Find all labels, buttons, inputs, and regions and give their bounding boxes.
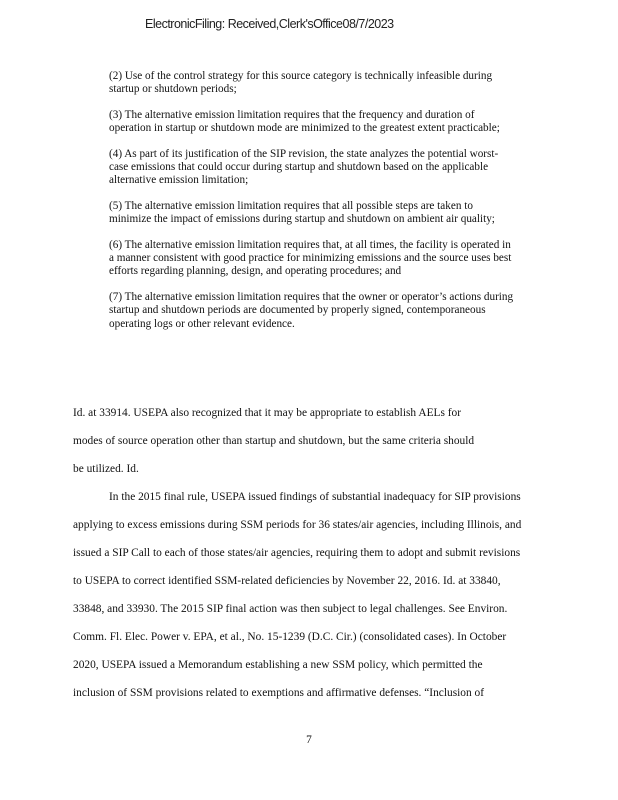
criterion-7: (7) The alternative emission limitation requires that the owner or operator’s actions during startup and shutdown periods are documented by properly signed, contemporaneous operating logs or other relevant evidence.	[109, 290, 514, 330]
body-line: In the 2015 final rule, USEPA issued findings of substantial inadequacy for SIP provisions	[109, 491, 521, 503]
body-line: modes of source operation other than startup and shutdown, but the same criteria should	[73, 435, 475, 447]
body-line: applying to excess emissions during SSM periods for 36 states/air agencies, including Illinois, and	[73, 519, 522, 531]
body-line: inclusion of SSM provisions related to exemptions and affirmative defenses. “Inclusion of	[73, 687, 485, 699]
criterion-2: (2) Use of the control strategy for this source category is technically infeasible during startup or shutdown periods;	[109, 70, 493, 96]
body-line: 2020, USEPA issued a Memorandum establishing a new SSM policy, which permitted the	[73, 659, 483, 671]
body-line: to USEPA to correct identified SSM-related deficiencies by November 22, 2016. Id. at 33840,	[73, 575, 501, 587]
criteria-block-quote	[109, 70, 514, 343]
body-line: issued a SIP Call to each of those states/air agencies, requiring them to adopt and submit revisions	[73, 547, 521, 559]
filing-stamp-header: ElectronicFiling: Received,Clerk'sOffice08/7/2023	[145, 17, 394, 31]
body-line: be utilized. Id.	[73, 463, 139, 475]
body-text	[73, 406, 553, 714]
body-line: 33848, and 33930. The 2015 SIP final action was then subject to legal challenges. See Environ.	[73, 603, 508, 615]
criterion-4: (4) As part of its justification of the SIP revision, the state analyzes the potential worst-case emissions that could occur during startup and shutdown based on the applicable alternative emission limitation;	[109, 147, 499, 187]
criterion-3: (3) The alternative emission limitation requires that the frequency and duration of operation in startup or shutdown mode are minimized to the greatest extent practicable;	[109, 108, 500, 135]
criterion-6: (6) The alternative emission limitation requires that, at all times, the facility is operated in a manner consistent with good practice for minimizing emissions and the source uses best efforts regarding planning, design, and operating procedures; and	[109, 238, 512, 278]
body-line: Id. at 33914. USEPA also recognized that it may be appropriate to establish AELs for	[73, 407, 462, 419]
page-number: 7	[306, 734, 312, 746]
criterion-5: (5) The alternative emission limitation requires that all possible steps are taken to minimize the impact of emissions during startup and shutdown on ambient air quality;	[109, 199, 495, 226]
body-line: Comm. Fl. Elec. Power v. EPA, et al., No. 15-1239 (D.C. Cir.) (consolidated cases). In October	[73, 631, 507, 643]
